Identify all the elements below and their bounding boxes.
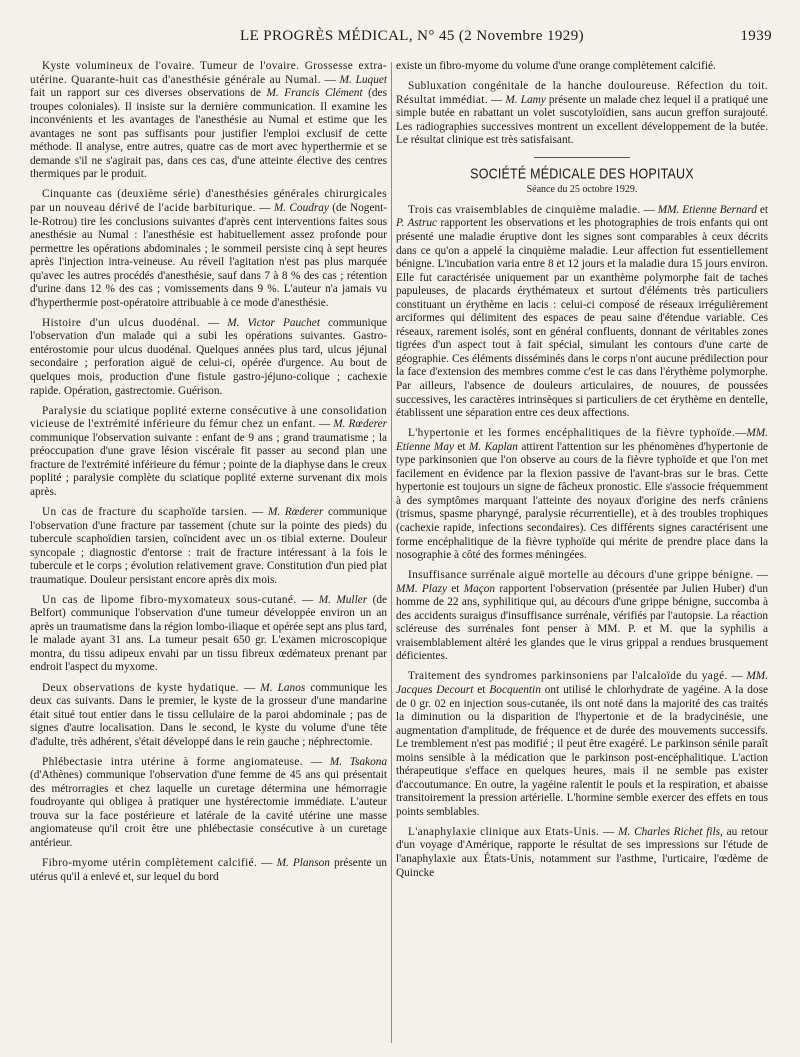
article-paragraph: [396, 204, 768, 421]
section-separator: [534, 157, 630, 158]
article-title: Un cas de lipome fibro-myxomateux sous-cutané.: [42, 593, 297, 606]
article-paragraph: [396, 826, 768, 880]
dash: —: [199, 316, 228, 329]
article-body: présente un utérus qu'il a enlevé et, sur lequel du bord: [30, 857, 387, 883]
dash: —: [487, 93, 506, 106]
article-title: L'anaphylaxie clinique aux Etats-Unis.: [408, 825, 600, 838]
author-name: MM. Etienne May: [396, 427, 768, 453]
article-body: ont utilisé le chlorhydrate de yagéine. A la dose de 0 gr. 02 en injection sous-cutanée, ils ont noté dans la majorité des cas traités la diminution ou la disparition de l'hypertonie et de la bradycinésie, une augmentation d'amplitude, de fréquence et de durée des mouvements successifs. Le tremblement n'est pas modifié ; il peut être exagéré. Le parkinson sénile paraît moins sensible à la médication que le parkinson post-encéphalitique. L'action thérapeutique s'efface en quelques heures, mais il ne semble pas exister d'accoutumance. En outre, la yagéine ralentit le pouls et la respiration, et abaisse transitoirement la pression artérielle. L'hormine semble exercer des effets en tous points semblables.: [396, 683, 768, 818]
article-body: et: [454, 440, 469, 453]
article-paragraph: [30, 756, 387, 851]
author-name: MM. Plazy: [396, 582, 448, 595]
article-body: (de Nogent-le-Rotrou) tire les conclusions suivantes d'après cent interventions faites sous anesthésie au Numal : l'anesthésie est habituellement assez profonde pour permettre les opérations abdominales ; le sommeil persiste cinq à sept heures après l'injection intra-veineuse. Au réveil l'agitation n'est pas plus marquée qu'avec les autres procédés d'anesthésie, sauf dans 7 à 8 % des cas ; rétention d'urine dans 12 % des cas ; vomissements dans 9 %. L'auteur n'a jamais vu d'hyperthermie post-opératoire attribuable à ce mode d'anesthésie.: [30, 201, 388, 309]
article-paragraph: [30, 60, 387, 182]
article-paragraph: [396, 60, 768, 74]
article-title: Phlébectasie intra utérine à forme angiomateuse.: [42, 755, 303, 768]
article-body: communique l'observation suivante : enfant de 9 ans ; grand traumatisme ; la préoccupation d'une grave lésion viscérale fit passer au second plan une fracture de l'extrémité inférieure du fémur ; pointe de la diaphyse dans le creux poplité ; paralysie complète du sciatique poplité externe survenant dix mois après.: [30, 431, 387, 498]
article-title: Paralysie du sciatique poplité externe consécutive à une consolidation vicieuse de l'extrémité inférieure du fémur chez un enfant.: [30, 404, 387, 431]
author-name: M. Lamy: [505, 93, 546, 106]
article-title: Un cas de fracture du scaphoïde tarsien.: [42, 505, 248, 518]
author-name: P. Astruc: [396, 217, 438, 230]
article-body: présente un malade chez lequel il a pratiqué une simple butée en rabattant un volet suscotyloïdien, sans aucun greffon surajouté. Les radiographies successives montrent un excellent développement de la butée. Le résultat clinique est très satisfaisant.: [396, 93, 768, 147]
article-title: Subluxation congénitale de la hanche douloureuse. Réfection du toit. Résultat immédiat.: [396, 80, 768, 106]
article-body: et: [756, 203, 769, 216]
article-paragraph: [30, 857, 387, 884]
article-body: (des troupes coloniales). Il insiste sur la dernière communication. Il examine les inconvénients et les avantages de l'anesthésie au Numal et estime que les avantages ne sont pas suffisants pour justifier l'emploi exclusif de cette méthode. Il analyse, entre autres, quatre cas de mort avec hyperthermie et se demande s'il ne s'agirait pas, dans ces cas, d'une atteinte élective des centres thermiques par le produit.: [30, 87, 387, 181]
author-name: M. Francis Clément: [266, 87, 363, 100]
article-paragraph: [30, 506, 387, 587]
article-paragraph: [396, 427, 768, 562]
author-name: M. Tsakona: [329, 755, 388, 768]
article-paragraph: [396, 670, 768, 819]
article-body: rapportent les observations et les photographies de trois enfants qui ont présenté une maladie éruptive dont les signes sont comparables à ceux décrits dans ce qu'on a appelé la cinquième maladie. Leur affection fut essentiellement bénigne. L'incubation varia entre 8 et 12 jours et la maladie dura 15 jours environ. Elle fut caractérisée uniquement par un exanthème polymorphe fait de taches papuleuses, de placards érythémateux et surtout d'éléments très particuliers constituant un érythème en lacis : celui-ci composé de réseaux irrégulièrement arciformes qui délimitent des espaces de peau saine d'étendue variable. Ces réseaux, rarement isolés, sont en général confluents, donnant de véritables zones tigrées d'un aspect tout à fait spécial, simulant les contours d'une carte de géographie. Ces éléments disséminés dans le corps n'ont aucune prédilection pour la face d'extension des membres comme c'est le cas dans l'érythème polymorphe. Par ailleurs, l'absence de douleurs articulaires, de nouures, de poussées successives, les caractères intrinsèques si particuliers de cet érythème en dentelle, établissent une séparation entre ces deux affections.: [396, 217, 768, 420]
dash: —: [247, 505, 268, 518]
author-name: MM. Etienne Bernard: [657, 203, 757, 216]
society-heading: SOCIÉTÉ MÉDICALE DES HOPITAUX: [470, 165, 694, 182]
author-name: M. Lanos: [260, 681, 306, 694]
article-paragraph: [30, 317, 387, 398]
running-header: [28, 28, 772, 48]
dash: —: [257, 857, 277, 870]
session-date: Séance du 25 octobre 1929.: [526, 184, 638, 196]
dash: —: [238, 681, 261, 694]
right-column: [396, 60, 768, 1047]
article-body: existe un fibro-myome du volume d'une orange complètement calcifié.: [396, 60, 716, 72]
article-title: Deux observations de kyste hydatique.: [42, 681, 239, 694]
dash: —: [302, 755, 330, 768]
dash: —: [296, 593, 319, 606]
article-title: L'hypertonie et les formes encéphalitiques de la fièvre typhoïde.: [408, 427, 736, 440]
author-name: Maçon: [463, 582, 496, 595]
column-divider: [391, 62, 392, 1043]
dash: —: [753, 569, 768, 582]
author-name: M. Muller: [318, 593, 368, 606]
article-body: communique l'observation d'une fracture par tassement (chute sur la pointe des pieds) du tubercule scaphoïdien tarsien, coïncident avec un os tibial externe. Douleur syncopale ; diagnostic d'entorse : trait de fracture intéressant à la fois le tubercule et le corps ; évolution relativement grave. Constitution d'un pied plat traumatique. Douleur persistant encore après dix mois.: [30, 505, 388, 586]
article-paragraph: [396, 80, 768, 148]
page-number: 1939: [740, 28, 772, 44]
article-title: Cinquante cas (deuxième série) d'anesthésies générales chirurgicales par un nouveau dérivé de l'acide barbiturique.: [30, 188, 387, 214]
article-title: Trois cas vraisemblables de cinquième maladie.: [408, 203, 641, 216]
dash: —: [320, 73, 340, 86]
article-paragraph: [396, 569, 768, 664]
author-name: M. Coudray: [273, 201, 329, 214]
article-title: Traitement des syndromes parkinsoniens par l'alcaloïde du yagé.: [408, 670, 728, 683]
article-title: Fibro-myome utérin complètement calcifié.: [42, 857, 258, 870]
left-column: [30, 60, 387, 1047]
author-name: M. Charles Richet fils: [618, 825, 721, 838]
dash: —: [255, 201, 274, 214]
article-body: rapportent l'observation (présentée par Julien Huber) d'un homme de 22 ans, syphilitique qui, au décours d'une grippe bénigne, succomba à des accidents suraigus d'insuffisance surrénale, vérifiés par l'autopsie. La réaction scléreuse des surrénales font penser à MM. P. et M. que la syphilis a vraisemblablement altéré les glandes que le virus grippal a rendues brusquement déficientes.: [396, 582, 768, 663]
author-name: M. Kaplan: [468, 440, 518, 453]
article-title: Histoire d'un ulcus duodénal.: [42, 316, 200, 329]
article-body: communique les deux cas suivants. Dans le premier, le kyste de la grosseur d'une mandarine était situé tout entier dans le tissu cellulaire de la paroi abdominale ; pas de signes d'autre localisation. Dans le second, le kyste du volume d'une tête d'adulte, très adhérent, s'était développé dans le rein gauche ; néphrectomie.: [30, 681, 387, 748]
article-body: attirent l'attention sur les phénomènes d'hypertonie de type parkinsonien que l'on observe au cours de la fièvre typhoïde et que l'on met facilement en évidence par la flexion passive de l'avant-bras sur le bras. Cette hypertonie est toujours un signe de fâcheux pronostic. Elle s'associe fréquemment à des symptômes marquant l'atteinte des noyaux d'origine des nerfs crâniens (trismus, spasme pharyngé, paralysie récurrentielle), et à des troubles trophiques (cachexie rapide, infections secondaires). Ces différents signes caractérisent une forme encéphalitique de la fièvre typhoïde qui mérite de prendre place dans la nosographie à côté des formes méningées.: [396, 440, 768, 562]
article-paragraph: [30, 594, 387, 675]
article-paragraph: [30, 405, 387, 500]
article-paragraph: [30, 188, 387, 310]
author-name: M. Planson: [276, 857, 330, 870]
dash: —: [315, 418, 334, 431]
article-body: fait un rapport sur ces diverses observations de: [30, 87, 267, 100]
article-paragraph: [30, 682, 387, 750]
dash: —: [599, 825, 619, 838]
article-body: et: [473, 683, 490, 696]
author-name: M. Rœderer: [267, 505, 324, 518]
running-title: LE PROGRÈS MÉDICAL, N° 45 (2 Novembre 1929): [240, 28, 585, 44]
author-name: M. Victor Pauchet: [227, 316, 320, 329]
article-body: (d'Athènes) communique l'observation d'une femme de 45 ans qui présentait des métrorragies et chez laquelle un curetage détermina une hémorragie foudroyante qui obligea à pratiquer une hystérectomie immédiate. L'auteur trouva sur la face postérieure et latérale de la cavité utérine une masse angiomateuse qu'il croit être une phlébectasie consécutive à un curetage antérieur.: [30, 769, 387, 850]
author-name: Bocquentin: [489, 683, 541, 696]
dash: —: [735, 427, 747, 440]
author-name: M. Rœderer: [333, 418, 387, 431]
dash: —: [640, 203, 658, 216]
article-title: Insuffisance surrénale aiguë mortelle au décours d'une grippe bénigne.: [408, 569, 754, 582]
article-body: et: [447, 582, 464, 595]
dash: —: [727, 670, 747, 683]
author-name: M. Luquet: [339, 73, 387, 86]
author-name: MM. Jacques Decourt: [396, 670, 768, 696]
article-body: communique l'observation d'un malade qui a subi les opérations suivantes. Gastro-entérostomie pour ulcus duodénal. Quelques années plus tard, ulcus jéjunal secondaire ; perforation aiguë de celui-ci, opérée d'urgence. Au bout de quelques mois, production d'une fistule gastro-jéjuno-colique ; cachexie rapide. Opération, gastrectomie. Guérison.: [30, 316, 388, 397]
article-title: Kyste volumineux de l'ovaire. Tumeur de l'ovaire. Grossesse extra-utérine. Quarante-huit cas d'anesthésie générale au Numal.: [30, 60, 387, 86]
article-body: (de Belfort) communique l'observation d'une tumeur développée environ un an après un traumatisme dans la région lombo-iliaque et opérée sept ans plus tard, le malade ayant 31 ans. La tumeur pesait 650 gr. L'examen microscopique montra, du tissu adipeux envahi par un tissu fibreux œdémateux prenant par endroit l'aspect du myxome.: [30, 593, 387, 674]
article-body: , au retour d'un voyage d'Amérique, rapporte le résultat de ses impressions sur l'étude de l'anaphylaxie aux États-Unis, notamment sur l'asthme, l'urticaire, l'œdème de Quincke: [396, 825, 768, 879]
